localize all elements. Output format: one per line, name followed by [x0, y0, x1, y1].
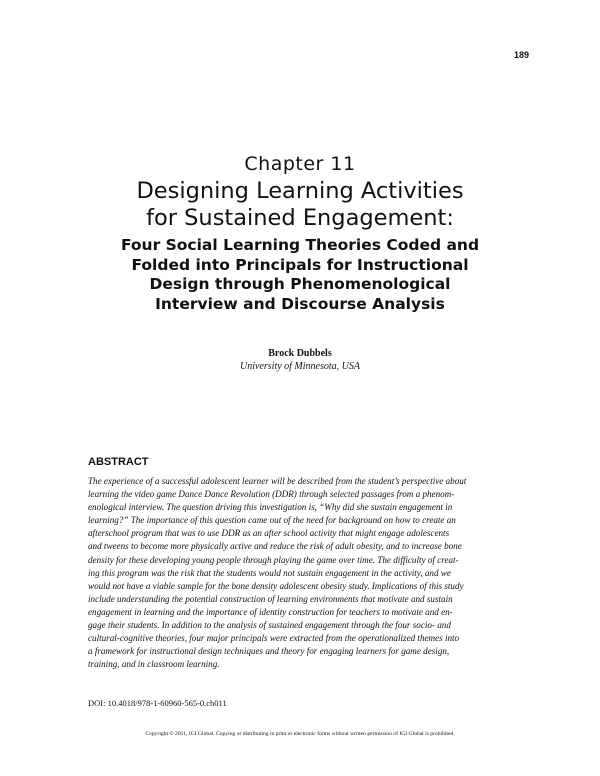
abstract-heading: ABSTRACT	[88, 456, 149, 468]
abstract-line: The experience of a successful adolescent learner will be described from the student’s perspective about	[88, 476, 467, 486]
abstract-line: engagement in learning and the importance of identity construction for teachers to motivate and en-	[88, 606, 453, 617]
abstract-line: gage their students. In addition to the analysis of sustained engagement through the four socio- and	[88, 620, 451, 631]
page-number: 189	[513, 50, 529, 60]
doi: DOI: 10.4018/978-1-60960-565-0.ch011	[88, 698, 227, 708]
subtitle	[0, 236, 600, 314]
author-name: Brock Dubbels	[268, 348, 332, 359]
abstract-line: afterschool program that was to use DDR as an after school activity that might engage adolescents	[88, 528, 450, 539]
chapter-label: Chapter 11	[244, 153, 356, 175]
abstract-line: learning the video game Dance Dance Revolution (DDR) through selected passages from a phenom-	[88, 489, 455, 500]
abstract-line: would not have a viable sample for the bone density adolescent obesity study. Implications of this study	[88, 580, 464, 591]
copyright-notice: Copyright © 2011, IGI Global. Copying or distributing in print or electronic forms without written permission of IGI Global is prohibited.	[145, 731, 455, 737]
abstract-line: and tweens to become more physically active and reduce the risk of adult obesity, and to increase bone	[88, 541, 462, 552]
abstract-line: ing this program was the risk that the students would not sustain engagement in the activity, and we	[88, 567, 451, 578]
main-title	[0, 178, 600, 232]
abstract-line: a framework for instructional design techniques and theory for engaging learners for game design,	[88, 646, 450, 657]
abstract-line: density for these developing young people through playing the game over time. The difficulty of creat-	[88, 554, 459, 565]
abstract-line: cultural-cognitive theories, four major principals were extracted from the operationalized themes into	[88, 633, 460, 644]
abstract-line: learning?” The importance of this question came out of the need for background on how to create an	[88, 515, 456, 526]
subtitle-line: Design through Phenomenological	[149, 275, 451, 293]
author-affiliation: University of Minnesota, USA	[240, 361, 360, 372]
abstract-body	[88, 475, 513, 671]
abstract-line: enological interview. The question driving this investigation is, “Why did she sustain engagement in	[88, 502, 453, 513]
title-line: for Sustained Engagement:	[146, 205, 454, 231]
abstract-line: training, and in classroom learning.	[88, 659, 220, 670]
subtitle-line: Folded into Principals for Instructional	[131, 255, 469, 274]
title-line: Designing Learning Activities	[136, 178, 464, 204]
abstract-line: include understanding the potential construction of learning environments that motivate and sustain	[88, 593, 453, 604]
subtitle-line: Four Social Learning Theories Coded and	[120, 236, 480, 254]
subtitle-line: Interview and Discourse Analysis	[155, 294, 445, 313]
